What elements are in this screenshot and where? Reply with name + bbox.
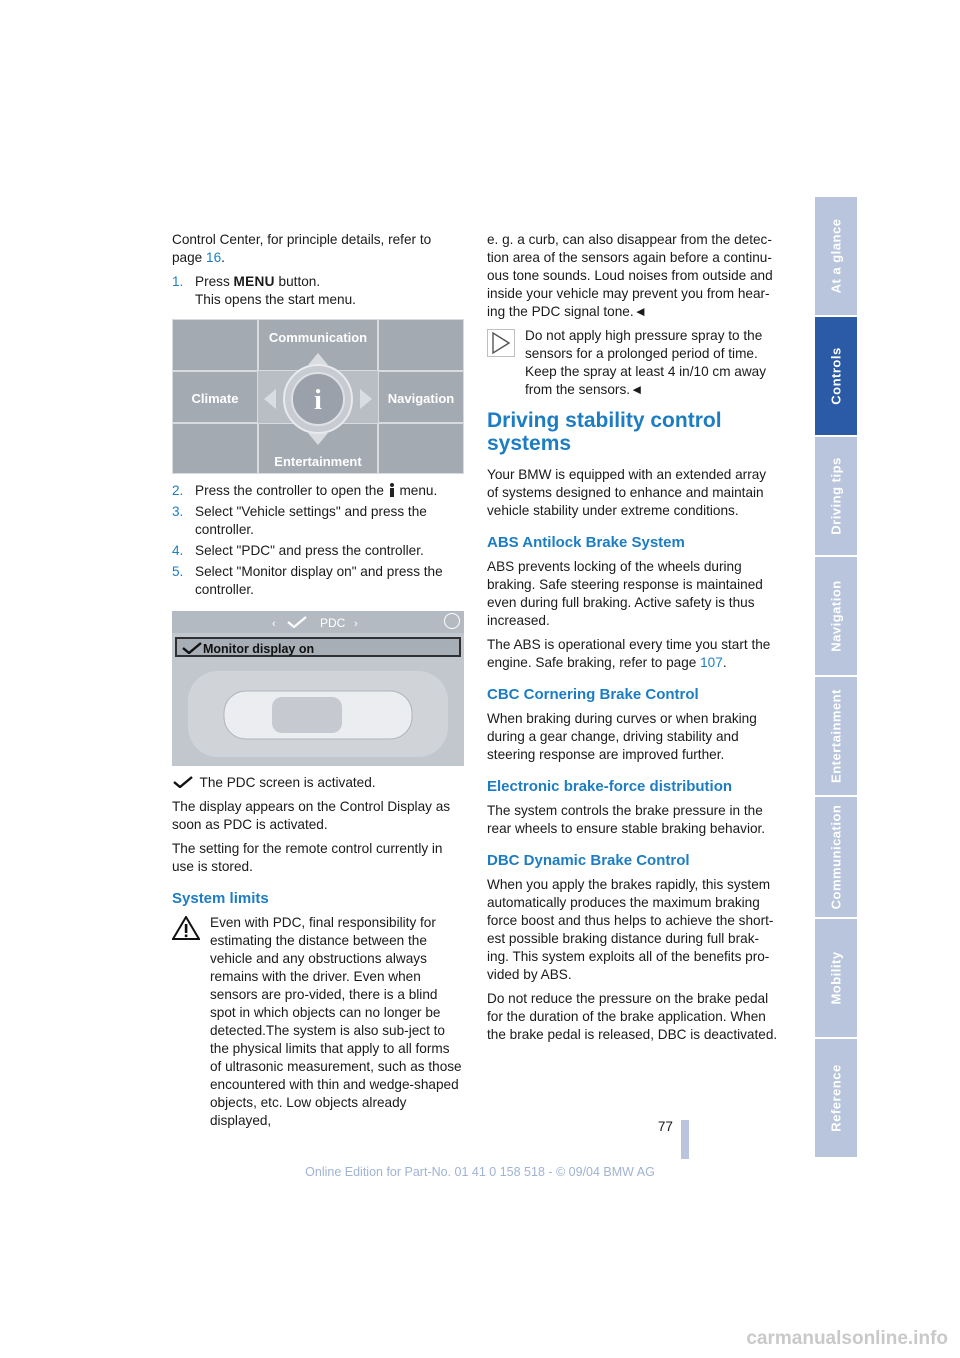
tab-label: At a glance (828, 218, 844, 294)
pdc-selected-row (175, 637, 461, 657)
tab-label: Entertainment (828, 689, 844, 783)
paragraph: Your BMW is equipped with an extended array of systems designed to enhance and maintain vehicle stability under extreme conditions. (487, 467, 767, 518)
page-marker (681, 1120, 689, 1159)
chevron-left-icon: ‹ (272, 618, 276, 630)
right-column (487, 231, 779, 1050)
intro-end: . (221, 250, 225, 265)
step-number: 4. (172, 543, 184, 558)
tab-label: Communication (828, 804, 844, 910)
step-text: Press (195, 274, 234, 289)
pdc-title: PDC (320, 616, 346, 630)
tab-navigation[interactable] (815, 557, 857, 677)
step-subtext: This opens the start menu. (195, 292, 356, 307)
intro-text: Control Center, for principle details, refer to page (172, 232, 432, 265)
steps-list-b (172, 482, 464, 599)
page-link-107[interactable]: 107 (700, 655, 723, 670)
pdc-activated-line (172, 774, 464, 792)
tab-controls[interactable] (815, 317, 857, 437)
section-heading: Electronic brake-force distribution (487, 778, 733, 795)
chapter-heading: Driving stability control systems (487, 409, 722, 455)
vehicle-graphic (184, 667, 452, 763)
paragraph: e. g. a curb, can also disappear from the detec-tion area of the sensors again before a continu-ous tone sounds. Loud noises from outside and inside your vehicle may prevent you from hear-ing the PDC signal tone.◄ (487, 232, 773, 319)
step-text: Press the controller to open the (195, 483, 388, 498)
step-text-end: button. (274, 274, 321, 289)
step-text: Select "PDC" and press the controller. (195, 543, 424, 558)
caution-note (487, 327, 779, 399)
pdc-activated-text: The PDC screen is activated. (199, 775, 376, 790)
paragraph (487, 636, 779, 672)
step-number: 3. (172, 504, 184, 519)
check-icon (181, 642, 203, 654)
step-number: 2. (172, 483, 184, 498)
chapter-sidebar (815, 197, 857, 1159)
start-menu-screen (172, 319, 464, 474)
step-text: Select "Monitor display on" and press the controller. (195, 564, 443, 597)
menu-label-navigation: Navigation (387, 391, 455, 406)
section-heading: ABS Antilock Brake System (487, 534, 685, 551)
chevron-right-icon: › (354, 618, 358, 630)
menu-label-communication: Communication (268, 330, 368, 345)
page-link-16[interactable]: 16 (206, 250, 222, 265)
tab-label: Reference (828, 1064, 844, 1132)
section-heading: CBC Cornering Brake Control (487, 686, 699, 703)
monitor-display-label: Monitor display on (203, 642, 315, 656)
caution-text: Do not apply high pressure spray to the sensors for a prolonged period of time. Keep the spray at least 4 in/10 cm away from the sensors.◄ (525, 328, 767, 397)
step-text: Select "Vehicle settings" and press the controller. (195, 504, 427, 537)
step-text-end: menu. (395, 483, 438, 498)
check-icon (172, 776, 196, 788)
paragraph: The setting for the remote control currently in use is stored. (172, 841, 443, 874)
tab-label: Driving tips (828, 457, 844, 535)
steps-list-a (172, 273, 464, 309)
tab-label: Controls (828, 347, 844, 405)
info-menu-icon (388, 483, 396, 497)
menu-label-climate: Climate (191, 391, 239, 406)
tab-entertainment[interactable] (815, 677, 857, 797)
info-icon (444, 613, 460, 629)
menu-cell-topright (378, 319, 464, 371)
warning-icon (172, 916, 200, 940)
menu-cell-climate (172, 371, 258, 423)
controller-icon (258, 349, 378, 449)
menu-cell-bottomleft (172, 423, 258, 474)
warning-note (172, 914, 464, 1130)
pdc-screen (172, 611, 464, 766)
step-2 (172, 482, 464, 500)
section-heading: System limits (172, 890, 269, 907)
tab-label: Mobility (828, 951, 844, 1005)
paragraph: ABS prevents locking of the wheels during braking. Safe steering response is maintained even during full braking. Active safety is thus increased. (487, 559, 763, 628)
menu-cell-topleft (172, 319, 258, 371)
footer-text: Online Edition for Part-No. 01 41 0 158 518 - © 09/04 BMW AG (305, 1165, 655, 1179)
tab-at-a-glance[interactable] (815, 197, 857, 317)
check-icon (286, 616, 308, 628)
menu-label-entertainment: Entertainment (274, 454, 362, 469)
paragraph: Do not reduce the pressure on the brake pedal for the duration of the brake application. When the brake pedal is released, DBC is deactivated. (487, 991, 778, 1042)
tab-communication[interactable] (815, 797, 857, 919)
info-glyph: i (314, 385, 322, 416)
step-number: 5. (172, 564, 184, 579)
left-column (172, 231, 464, 1136)
step-3 (172, 503, 464, 539)
step-1 (172, 273, 464, 309)
paragraph: When you apply the brakes rapidly, this system automatically produces the maximum braking force boost and thus helps to achieve the short-est possible braking distance during full brak-ing. This system exploits all of the benefits pro-vided by ABS. (487, 877, 774, 982)
tab-driving-tips[interactable] (815, 437, 857, 557)
pdc-title-bar (172, 611, 464, 633)
tab-label: Navigation (828, 580, 844, 652)
menu-key-label: MENU (233, 274, 275, 289)
menu-cell-navigation (378, 371, 464, 423)
tab-mobility[interactable] (815, 919, 857, 1039)
warning-text: Even with PDC, final responsibility for estimating the distance between the vehicle and any obstructions always remains with the driver. Even when sensors are pro-vided, there is a blind spot in which objects can no longer be detected.The system is also sub-ject to the physical limits that apply to all forms of ultrasonic measurement, such as those encountered with thin and wedge-shaped objects, etc. Low objects already displayed, (210, 915, 462, 1128)
paragraph: When braking during curves or when braking during a gear change, driving stability and steering response are improved further. (487, 711, 757, 762)
paragraph: The system controls the brake pressure in the rear wheels to ensure stable braking behavior. (487, 803, 766, 836)
section-heading: DBC Dynamic Brake Control (487, 852, 690, 869)
step-5 (172, 563, 464, 599)
intro-paragraph (172, 231, 464, 267)
paragraph-end: . (722, 655, 727, 670)
step-4 (172, 542, 464, 560)
paragraph-text: The ABS is operational every time you start the engine. Safe braking, refer to page (487, 637, 771, 670)
step-number: 1. (172, 274, 184, 289)
watermark: carmanualsonline.info (746, 1328, 948, 1349)
menu-cell-bottomright (378, 423, 464, 474)
paragraph: The display appears on the Control Display as soon as PDC is activated. (172, 799, 451, 832)
page-number: 77 (657, 1119, 673, 1134)
tab-reference[interactable] (815, 1039, 857, 1159)
note-triangle-icon (487, 329, 515, 357)
